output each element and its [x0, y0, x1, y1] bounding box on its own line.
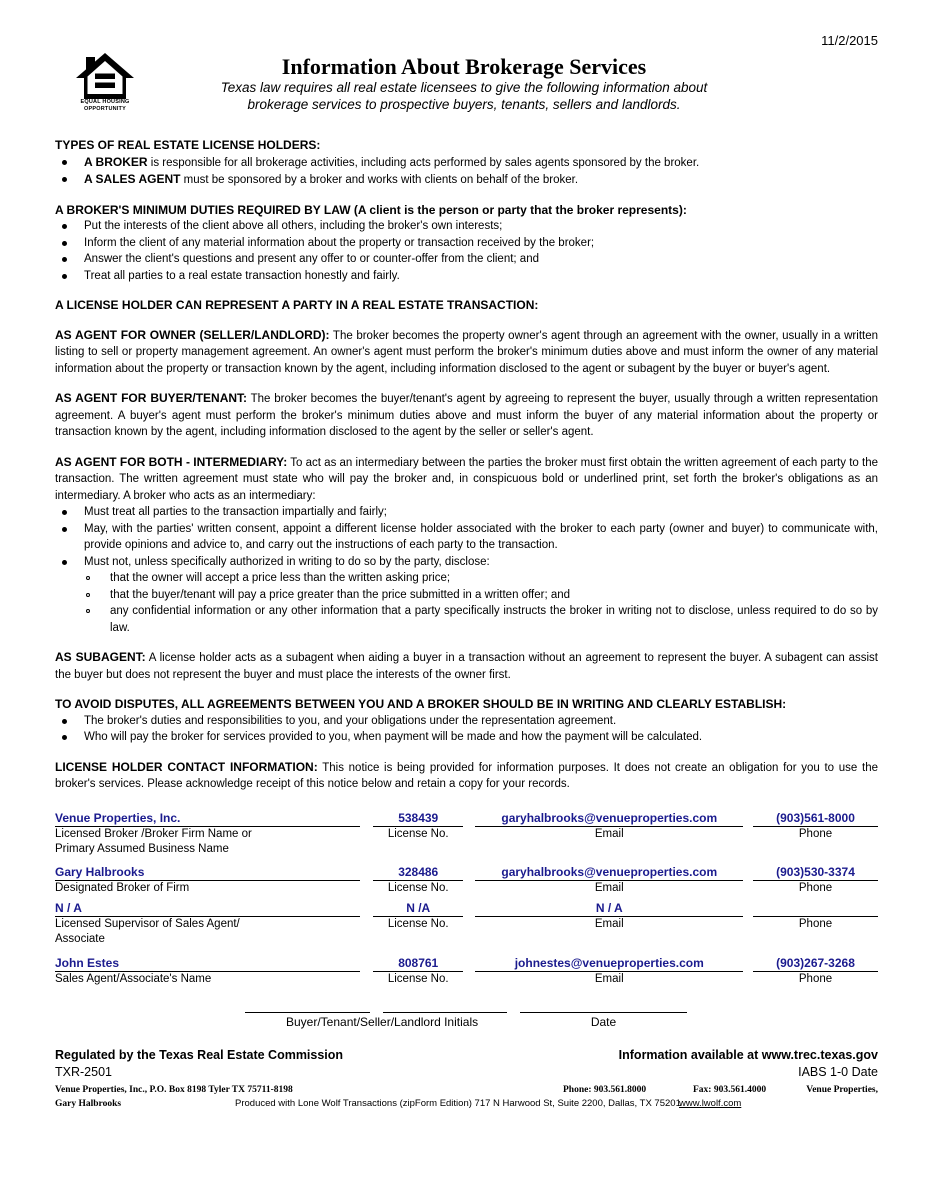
- email-label: Email: [594, 827, 624, 840]
- section-contact-info: [55, 759, 878, 793]
- footer-produced-row: [55, 1098, 878, 1112]
- phone-label: Phone: [798, 827, 833, 840]
- initials-line-1[interactable]: [245, 1012, 370, 1013]
- sales-agent-name-value: John Estes: [55, 956, 360, 972]
- supervisor-email-value: N / A: [475, 901, 743, 917]
- list-item: [55, 713, 878, 730]
- section-agent-owner: [55, 327, 878, 378]
- bullet-text: is responsible for all brokerage activities, including acts performed by sales agents sponsored by the broker.: [147, 156, 700, 169]
- broker-firm-email-value: garyhalbrooks@venueproperties.com: [475, 811, 743, 827]
- section-duties: [55, 202, 878, 285]
- bullet-marker-icon: [62, 160, 67, 165]
- broker-firm-phone-value: (903)561-8000: [753, 811, 878, 827]
- bullet-marker-icon: [62, 735, 67, 740]
- sub-list-item: [55, 570, 878, 587]
- equal-housing-house-icon: [76, 53, 134, 99]
- sub-list-item: [55, 603, 878, 636]
- equal-housing-logo: [72, 53, 138, 112]
- paragraph-text: The broker becomes the property owner's agent through an agreement with the owner, usually in a written listing to sell or property management agreement. An owner's agent must perform the broker's minimum duties above and must inform the owner of any material information about the property or transaction known by the agent, including information disclosed to the agent or subagent by the buyer or buyer's agent.: [55, 329, 878, 375]
- document-body: [0, 137, 928, 1112]
- section-types: [55, 137, 878, 189]
- document-date: 11/2/2015: [821, 33, 878, 48]
- supervisor-license-value: N /A: [373, 901, 464, 917]
- broker-firm-name-value: Venue Properties, Inc.: [55, 811, 360, 827]
- paragraph-text: To act as an intermediary between the parties the broker must first obtain the written agreement of each party to the transaction. The written agreement must state who will pay the broker and, in conspicuous bold or underlined print, set forth the broker's obligations as an intermediary. A broker who acts as an intermediary:: [55, 456, 878, 502]
- list-item: [55, 218, 878, 235]
- designated-broker-label: Designated Broker of Firm: [55, 881, 190, 894]
- section-duties-heading: A BROKER'S MINIMUM DUTIES REQUIRED BY LAW (A client is the person or party that the broker represents):: [55, 202, 687, 217]
- paragraph-bold-lead: AS AGENT FOR OWNER (SELLER/LANDLORD):: [55, 327, 330, 342]
- equal-housing-label-line2: OPPORTUNITY: [84, 105, 126, 112]
- bullet-text: that the owner will accept a price less than the written asking price;: [110, 572, 451, 584]
- supervisor-label: Licensed Supervisor of Sales Agent/: [55, 917, 240, 930]
- bullet-marker-icon: [62, 241, 67, 246]
- list-item: [55, 268, 878, 285]
- regulated-by-text: Regulated by the Texas Real Estate Commission: [55, 1047, 344, 1062]
- bullet-marker-icon: [62, 177, 67, 182]
- paragraph-text: The broker becomes the buyer/tenant's agent by agreeing to represent the buyer, usually through a written representation agreement. A buyer's agent must perform the broker's minimum duties above and must inform the buyer of any material information about the property or transaction known by the agent, including information disclosed to the agent by the seller or seller's agent.: [55, 393, 879, 438]
- agent-name-text: Gary Halbrooks: [55, 1098, 122, 1109]
- license-no-label: License No.: [387, 917, 449, 930]
- supervisor-label2: Associate: [55, 932, 105, 945]
- date-line[interactable]: [520, 1012, 687, 1013]
- section-disputes: [55, 696, 878, 746]
- section-intermediary: [55, 454, 878, 637]
- supervisor-name-value: N / A: [55, 901, 360, 917]
- license-no-label: License No.: [387, 972, 449, 985]
- designated-broker-phone-value: (903)530-3374: [753, 865, 878, 881]
- list-item: [55, 154, 878, 172]
- section-subagent: [55, 649, 878, 683]
- bullet-text: Must treat all parties to the transaction impartially and fairly;: [84, 506, 387, 518]
- bullet-text: Inform the client of any material information about the property or transaction received by the broker;: [84, 236, 595, 249]
- lwolf-link[interactable]: www.lwolf.com: [679, 1097, 742, 1109]
- sales-agent-label: Sales Agent/Associate's Name: [55, 972, 212, 985]
- sales-agent-phone-value: (903)267-3268: [753, 956, 878, 972]
- designated-broker-license-value: 328486: [373, 865, 464, 881]
- list-item: [55, 554, 878, 571]
- sales-agent-license-value: 808761: [373, 956, 464, 972]
- document-header: [0, 53, 928, 113]
- list-item: [55, 521, 878, 554]
- broker-firm-name-label2: Primary Assumed Business Name: [55, 842, 229, 855]
- bullet-text: Answer the client's questions and present any offer to or counter-offer from the client; and: [84, 253, 539, 265]
- page-title: Information About Brokerage Services: [281, 54, 647, 79]
- signature-area: [55, 1003, 878, 1035]
- phone-label: Phone: [798, 881, 833, 894]
- bullet-text: must be sponsored by a broker and works with clients on behalf of the broker.: [180, 174, 579, 186]
- broker-firm-name-label: Licensed Broker /Broker Firm Name or: [55, 827, 252, 840]
- list-item: [55, 235, 878, 252]
- bullet-text: Put the interests of the client above all others, including the broker's own interests;: [84, 220, 503, 232]
- bullet-text: Who will pay the broker for services provided to you, when payment will be made and how the payment will be calculated.: [84, 731, 703, 743]
- paragraph-text: A license holder acts as a subagent when aiding a buyer in a transaction without an agreement to represent the buyer. A subagent can assist the buyer but does not represent the buyer and must place the interests of the owner first.: [55, 652, 878, 681]
- bullet-bold-lead: A BROKER: [84, 154, 148, 169]
- paragraph-bold-lead: AS AGENT FOR BOTH - INTERMEDIARY:: [55, 454, 288, 469]
- broker-firm-license-value: 538439: [373, 811, 464, 827]
- bullet-marker-icon: [62, 274, 67, 279]
- circle-marker-icon: [86, 576, 90, 580]
- contact-row-designated-broker: [55, 865, 878, 896]
- contact-row-broker-firm: [55, 811, 878, 857]
- office-address-text: Venue Properties, Inc., P.O. Box 8198 Tyler TX 75711-8198: [55, 1084, 293, 1095]
- intermediary-paragraph: [55, 454, 878, 505]
- sales-agent-email-value: johnestes@venueproperties.com: [475, 956, 743, 972]
- bullet-marker-icon: [62, 719, 67, 724]
- bullet-text: any confidential information or any other information that a party specifically instructs the broker in writing not to disclose, unless required to do so by law.: [110, 605, 878, 634]
- section-agent-buyer: [55, 390, 878, 441]
- office-fax-text: Fax: 903.561.4000: [693, 1084, 767, 1095]
- email-label: Email: [594, 881, 624, 894]
- page-subtitle-line2: brokerage services to prospective buyers, tenants, sellers and landlords.: [247, 96, 681, 112]
- office-short-text: Venue Properties,: [806, 1084, 878, 1095]
- license-no-label: License No.: [387, 881, 449, 894]
- produced-with-text: Produced with Lone Wolf Transactions (zipForm Edition) 717 N Harwood St, Suite 2200, Dallas, TX 75201: [235, 1097, 681, 1109]
- page-subtitle-line1: Texas law requires all real estate licensees to give the following information about: [220, 80, 708, 95]
- circle-marker-icon: [86, 609, 90, 613]
- bullet-text: The broker's duties and responsibilities to you, and your obligations under the representation agreement.: [84, 714, 617, 727]
- designated-broker-name-value: Gary Halbrooks: [55, 865, 360, 881]
- email-label: Email: [594, 972, 624, 985]
- sub-list-item: [55, 587, 878, 604]
- contact-row-supervisor: [55, 901, 878, 947]
- phone-label: Phone: [798, 972, 833, 985]
- footer-form-row: [55, 1064, 878, 1081]
- paragraph-bold-lead: AS SUBAGENT:: [55, 650, 146, 664]
- initials-label: Buyer/Tenant/Seller/Landlord Initials: [286, 1014, 479, 1029]
- paragraph-bold-lead: LICENSE HOLDER CONTACT INFORMATION:: [55, 759, 318, 774]
- bullet-bold-lead: A SALES AGENT: [84, 172, 181, 186]
- bullet-text: May, with the parties' written consent, appoint a different license holder associated with the broker to each party (owner and buyer) to communicate with, provide opinions and advice to, and carry out the instructions of each party to the transaction.: [84, 522, 878, 551]
- info-available-text: Information available at www.trec.texas.gov: [618, 1047, 878, 1062]
- date-label: Date: [590, 1014, 617, 1029]
- designated-broker-email-value: garyhalbrooks@venueproperties.com: [475, 865, 743, 881]
- circle-marker-icon: [86, 593, 90, 597]
- paragraph-bold-lead: AS AGENT FOR BUYER/TENANT:: [55, 391, 248, 405]
- bullet-marker-icon: [62, 224, 67, 229]
- bullet-marker-icon: [62, 560, 67, 565]
- list-item: [55, 251, 878, 268]
- supervisor-phone-value: [753, 901, 878, 917]
- email-label: Email: [594, 917, 624, 930]
- footer-office-row: [55, 1084, 878, 1098]
- bullet-marker-icon: [62, 257, 67, 262]
- section-disputes-heading: TO AVOID DISPUTES, ALL AGREEMENTS BETWEEN YOU AND A BROKER SHOULD BE IN WRITING AND CLEARLY ESTABLISH:: [55, 697, 787, 711]
- equal-housing-label-line1: EQUAL HOUSING: [80, 99, 130, 105]
- iabs-version-text: IABS 1-0 Date: [798, 1064, 878, 1079]
- initials-line-2[interactable]: [383, 1012, 507, 1013]
- section-represent-heading: A LICENSE HOLDER CAN REPRESENT A PARTY IN A REAL ESTATE TRANSACTION:: [55, 298, 539, 312]
- bullet-text: Must not, unless specifically authorized in writing to do so by the party, disclose:: [84, 555, 490, 568]
- list-item: [55, 171, 878, 189]
- footer-regulated-row: [55, 1047, 878, 1064]
- paragraph-text: This notice is being provided for information purposes. It does not create an obligation for you to use the broker's services. Please acknowledge receipt of this notice below and retain a copy for your records.: [55, 761, 878, 790]
- office-phone-text: Phone: 903.561.8000: [563, 1084, 647, 1095]
- bullet-text: that the buyer/tenant will pay a price greater than the price submitted in a written offer; and: [110, 588, 571, 601]
- phone-label: Phone: [798, 917, 833, 930]
- list-item: [55, 729, 878, 746]
- bullet-marker-icon: [62, 527, 67, 532]
- license-no-label: License No.: [387, 827, 449, 840]
- bullet-text: Treat all parties to a real estate transaction honestly and fairly.: [84, 269, 400, 282]
- contact-row-sales-agent: [55, 956, 878, 987]
- list-item: [55, 504, 878, 521]
- section-represent: [55, 297, 878, 314]
- bullet-marker-icon: [62, 510, 67, 515]
- section-types-heading: TYPES OF REAL ESTATE LICENSE HOLDERS:: [55, 138, 321, 152]
- form-code-text: TXR-2501: [55, 1064, 112, 1079]
